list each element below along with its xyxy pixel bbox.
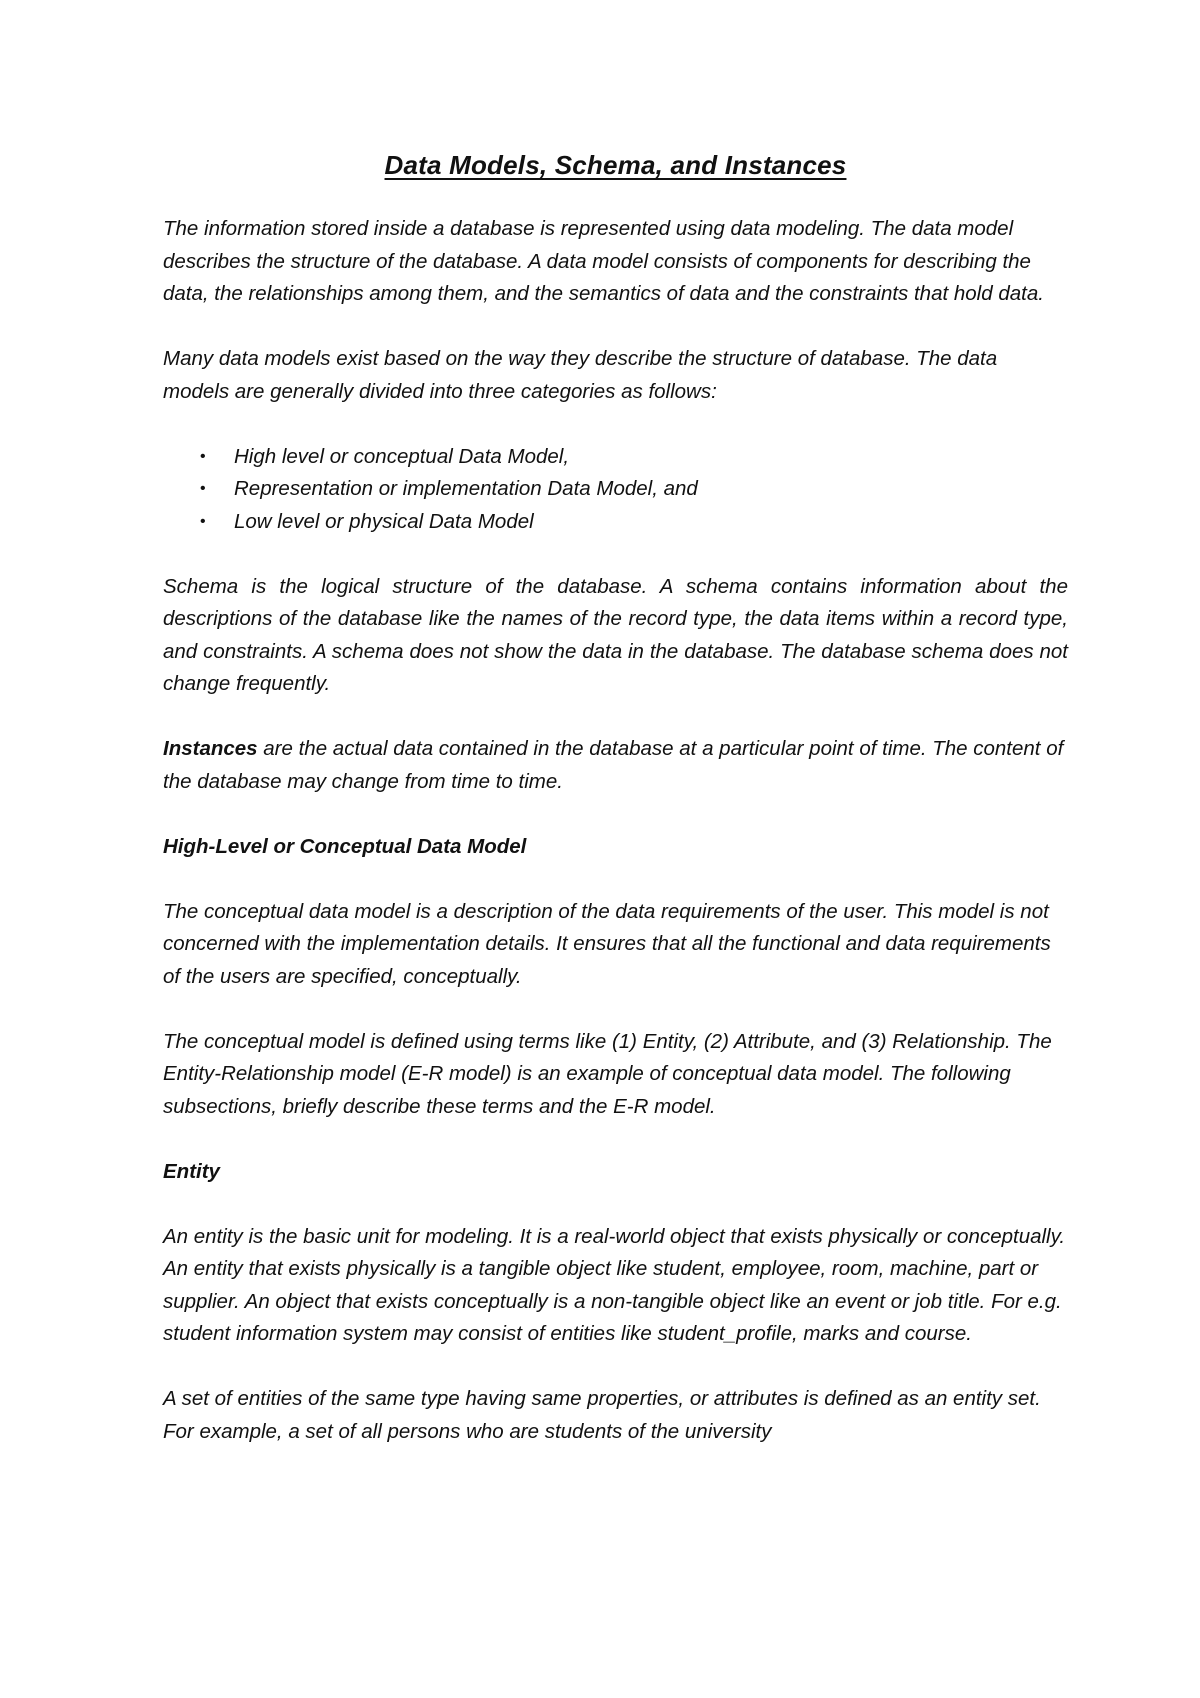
conceptual-model-paragraph-2: The conceptual model is defined using terms like (1) Entity, (2) Attribute, and (3) Relationship. The Entity-Relationship model (E-R model) is an example of conceptual data model. The following subsections, briefly describe these terms and the E-R model.: [163, 1029, 1052, 1118]
conceptual-model-paragraph-1: The conceptual data model is a description of the data requirements of the user. This model is not concerned with the implementation details. It ensures that all the functional and data requirements of the users are specified, conceptually.: [163, 899, 1051, 988]
intro-paragraph: The information stored inside a database is represented using data modeling. The data model describes the structure of the database. A data model consists of components for describing the data, the relationships among them, and the semantics of data and the constraints that hold data.: [163, 217, 1044, 305]
bullet-icon: •: [200, 480, 206, 497]
list-item: [163, 441, 1068, 474]
page-content: [163, 150, 1068, 1481]
schema-paragraph: Schema is the logical structure of the database. A schema contains information about the descriptions of the database like the names of the record type, the data items within a record type, and constraints. A schema does not show the data in the database. The database schema does not change frequently.: [163, 574, 1068, 695]
conceptual-model-heading: High-Level or Conceptual Data Model: [163, 834, 527, 858]
list-item-text: Representation or implementation Data Model, and: [234, 477, 698, 500]
entity-heading: Entity: [163, 1159, 220, 1183]
page-title: Data Models, Schema, and Instances: [384, 150, 847, 180]
list-item-text: Low level or physical Data Model: [234, 509, 534, 533]
list-item: [163, 506, 1068, 539]
categories-intro-paragraph: Many data models exist based on the way they describe the structure of database. The data models are generally divided into three categories as follows:: [163, 347, 998, 403]
bullet-icon: •: [200, 447, 206, 465]
list-item: [163, 473, 1068, 506]
instances-description: are the actual data contained in the database at a particular point of time. The content of the database may change from time to time.: [163, 737, 1064, 793]
entity-paragraph-1: An entity is the basic unit for modeling. It is a real-world object that exists physically or conceptually. An entity that exists physically is a tangible object like student, employee, room, machine, part or supplier. An object that exists conceptually is a non-tangible object like an event or job title. For e.g. student information system may consist of entities like student_profile, marks and course.: [163, 1224, 1066, 1345]
instances-term: Instances: [163, 737, 258, 760]
list-item-text: High level or conceptual Data Model,: [234, 444, 570, 468]
bullet-icon: •: [200, 512, 206, 530]
instances-paragraph: [163, 733, 1068, 798]
entity-paragraph-2: A set of entities of the same type having same properties, or attributes is defined as an entity set. For example, a set of all persons who are students of the university: [163, 1387, 1041, 1443]
data-model-categories-list: [163, 441, 1068, 539]
